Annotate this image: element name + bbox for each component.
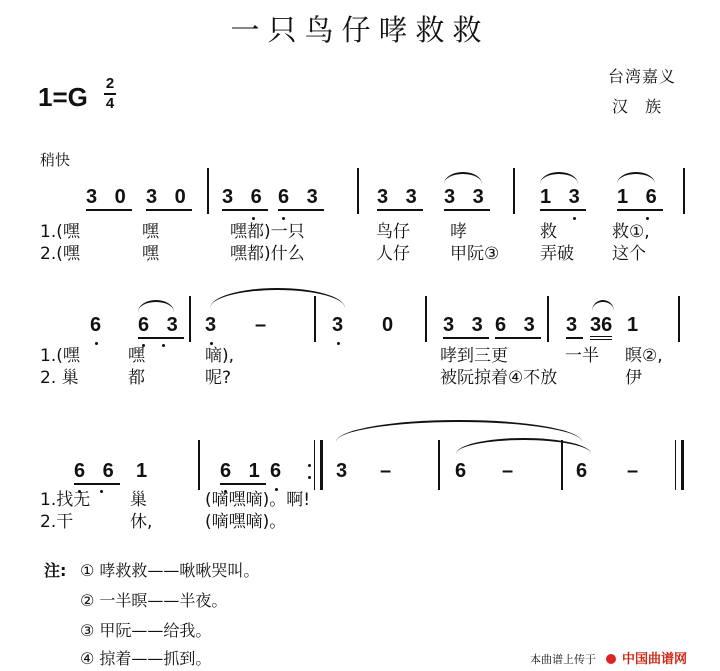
note-group: 6 3 [495, 314, 541, 339]
lyric: 1.找无 [40, 490, 91, 510]
note: 6 [270, 460, 288, 482]
repeat-dot [308, 464, 311, 467]
note: 3 [336, 460, 354, 482]
note: 3 [332, 314, 350, 336]
lyric: 哮 [450, 222, 467, 242]
lyric: 1.(嘿 [40, 222, 80, 242]
footnote: ④ 掠着——抓到。 [80, 649, 212, 668]
time-signature [104, 76, 116, 112]
slur [540, 172, 578, 184]
lyric: (嘀嘿嘀)。啊! [205, 490, 311, 510]
source-region: 台湾嘉义 [608, 67, 677, 86]
footnote: ② 一半暝——半夜。 [80, 591, 228, 610]
barline [513, 168, 515, 214]
footnote: ③ 甲阮——给我。 [80, 621, 212, 640]
barline [314, 296, 316, 342]
repeat-dot [308, 476, 311, 479]
low-octave-dot [337, 342, 340, 345]
lyric: 人仔 [376, 244, 410, 264]
barline [547, 296, 549, 342]
note-group: 6 3 [138, 314, 184, 339]
note-group: 1 3 [540, 186, 586, 211]
lyric: 哮到三更 [440, 346, 508, 366]
lyric: 暝②, [625, 346, 663, 366]
lyric: 嘿 [142, 244, 159, 264]
slur [138, 300, 174, 312]
tempo-marking: 稍快 [40, 151, 71, 169]
barline [198, 440, 200, 490]
low-octave-dot [282, 217, 285, 220]
lyric: 被阮掠着④不放 [440, 368, 558, 388]
note-group: 1 6 [617, 186, 663, 211]
lyric: 伊 [625, 368, 642, 388]
note-group: 36 [590, 314, 612, 340]
lyric: 救 [540, 222, 557, 242]
repeat-barline [314, 440, 323, 490]
note: 1 [136, 460, 154, 482]
barline [678, 296, 680, 342]
slur [210, 288, 345, 308]
footnote: ① 哮救救——啾啾哭叫。 [80, 561, 260, 580]
slur [444, 172, 482, 184]
barline [207, 168, 209, 214]
barline [683, 168, 685, 214]
low-octave-dot [95, 342, 98, 345]
low-octave-dot [100, 490, 103, 493]
dash: – [255, 314, 273, 336]
lyric: 弄破 [540, 244, 574, 264]
lyric: 呢? [205, 368, 232, 388]
note-group: 6 6 [74, 460, 120, 485]
lyric: 2.(嘿 [40, 244, 80, 264]
lyric: 休, [130, 512, 153, 532]
note-group: 3 0 [146, 186, 192, 211]
low-octave-dot [646, 217, 649, 220]
barline [425, 296, 427, 342]
lyric: 鸟仔 [376, 222, 410, 242]
note-group: 3 3 [444, 186, 490, 211]
note: 1 [627, 314, 645, 336]
note: 6 [576, 460, 594, 482]
low-octave-dot [252, 217, 255, 220]
lyric: 2.干 [40, 512, 74, 532]
dash: – [627, 460, 645, 482]
note-group: 6 1 [220, 460, 266, 485]
watermark-text: 本曲谱上传于 [530, 653, 596, 666]
lyric: 巢 [130, 490, 147, 510]
note: 6 [455, 460, 473, 482]
logo-icon [606, 654, 616, 664]
final-barline [675, 440, 684, 490]
rest: 0 [382, 314, 400, 336]
note-group: 3 0 [86, 186, 132, 211]
note: 3 [205, 314, 223, 336]
dash: – [502, 460, 520, 482]
note: 3 [566, 314, 583, 339]
watermark-logo: 中国曲谱网 [622, 652, 688, 667]
key-signature: 1=G [38, 82, 88, 112]
lyric: 嘀), [205, 346, 235, 366]
barline [438, 440, 440, 490]
lyric: 嘿 [128, 346, 145, 366]
lyric: 嘿都)什么 [230, 244, 305, 264]
low-octave-dot [573, 217, 576, 220]
watermark [530, 648, 687, 667]
low-octave-dot [210, 342, 213, 345]
ts-bottom: 4 [105, 95, 115, 112]
ts-top: 2 [105, 75, 115, 92]
note-group: 3 3 [443, 314, 489, 339]
lyric: 甲阮③ [450, 244, 500, 264]
barline [357, 168, 359, 214]
lyric: 嘿都)一只 [230, 222, 305, 242]
lyric: 嘿 [142, 222, 159, 242]
lyric: 1.(嘿 [40, 346, 80, 366]
lyric: (嘀嘿嘀)。 [205, 512, 287, 532]
song-title: 一只鸟仔哮救救 [230, 13, 490, 47]
lyric: 一半 [565, 346, 599, 366]
barline [189, 296, 191, 342]
lyric: 这个 [612, 244, 646, 264]
note: 6 [90, 314, 108, 336]
footnote-label: 注: [44, 561, 67, 580]
source-ethnic: 汉 族 [612, 97, 668, 116]
slur [617, 172, 655, 184]
note-group: 3 6 [222, 186, 268, 211]
lyric: 2. 巢 [40, 368, 79, 388]
lyric: 都 [128, 368, 145, 388]
dash: – [380, 460, 398, 482]
low-octave-dot [162, 344, 165, 347]
slur [592, 300, 614, 311]
lyric: 救①, [612, 222, 650, 242]
note-group: 3 3 [377, 186, 423, 211]
note-group: 6 3 [278, 186, 324, 211]
